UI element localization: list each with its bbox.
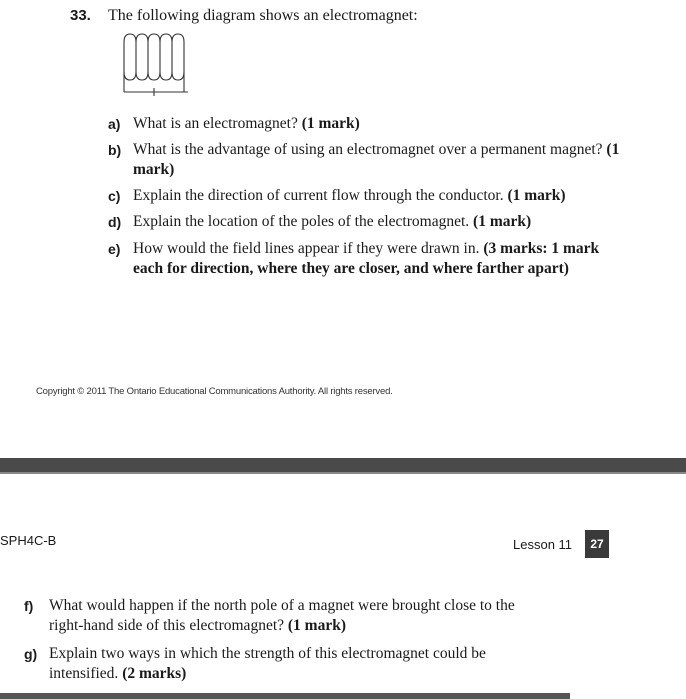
part-d-label: d): [108, 214, 122, 230]
lesson-label: Lesson 11: [513, 537, 573, 552]
question-number: 33.: [70, 7, 91, 24]
coil-loop-4: [160, 34, 172, 80]
part-g-label: g): [24, 646, 38, 662]
part-f-text: What would happen if the north pole of a magnet were brought close to the right-hand side of this electromagnet?: [49, 597, 515, 634]
part-f-marks: (1 mark): [287, 617, 347, 634]
part-b-text: What is the advantage of using an electromagnet over a permanent magnet?: [133, 141, 603, 158]
part-f-label: f): [24, 598, 34, 614]
coil-loop-1: [124, 34, 136, 80]
part-a-text: What is an electromagnet?: [133, 115, 298, 132]
part-a-label: a): [108, 116, 121, 132]
part-c-text: Explain the direction of current flow through the conductor.: [133, 187, 504, 204]
part-c-label: c): [108, 188, 121, 204]
page-number-badge: 27: [585, 530, 609, 558]
part-d-text: Explain the location of the poles of the electromagnet.: [133, 213, 470, 230]
coil-loop-5: [172, 34, 184, 80]
part-e-text: How would the field lines appear if they were drawn in.: [133, 240, 480, 257]
part-d-marks: (1 mark): [473, 213, 532, 230]
course-code: SPH4C-B: [0, 533, 57, 548]
part-b-label: b): [108, 142, 122, 158]
part-e-marks: (3 marks: 1 mark each for direction, where they are closer, and where farther apart): [133, 240, 600, 277]
page-divider-shadow: [0, 472, 686, 474]
electromagnet-diagram: [118, 32, 198, 98]
part-g-marks: (2 marks): [122, 665, 187, 682]
part-g-text: Explain two ways in which the strength of this electromagnet could be intensified.: [49, 645, 486, 682]
copyright-notice: Copyright © 2011 The Ontario Educational Communications Authority. All rights reserved.: [36, 386, 393, 397]
bottom-edge-rule: [0, 693, 570, 699]
question-intro: The following diagram shows an electromagnet:: [108, 7, 418, 24]
coil-loop-2: [136, 34, 148, 80]
part-a-marks: (1 mark): [301, 115, 360, 132]
part-e-label: e): [108, 241, 121, 257]
part-c-marks: (1 mark): [507, 187, 566, 204]
part-b-marks: (1 mark): [133, 141, 620, 178]
coil-loop-3: [148, 34, 160, 80]
page-divider-band: [0, 458, 686, 472]
